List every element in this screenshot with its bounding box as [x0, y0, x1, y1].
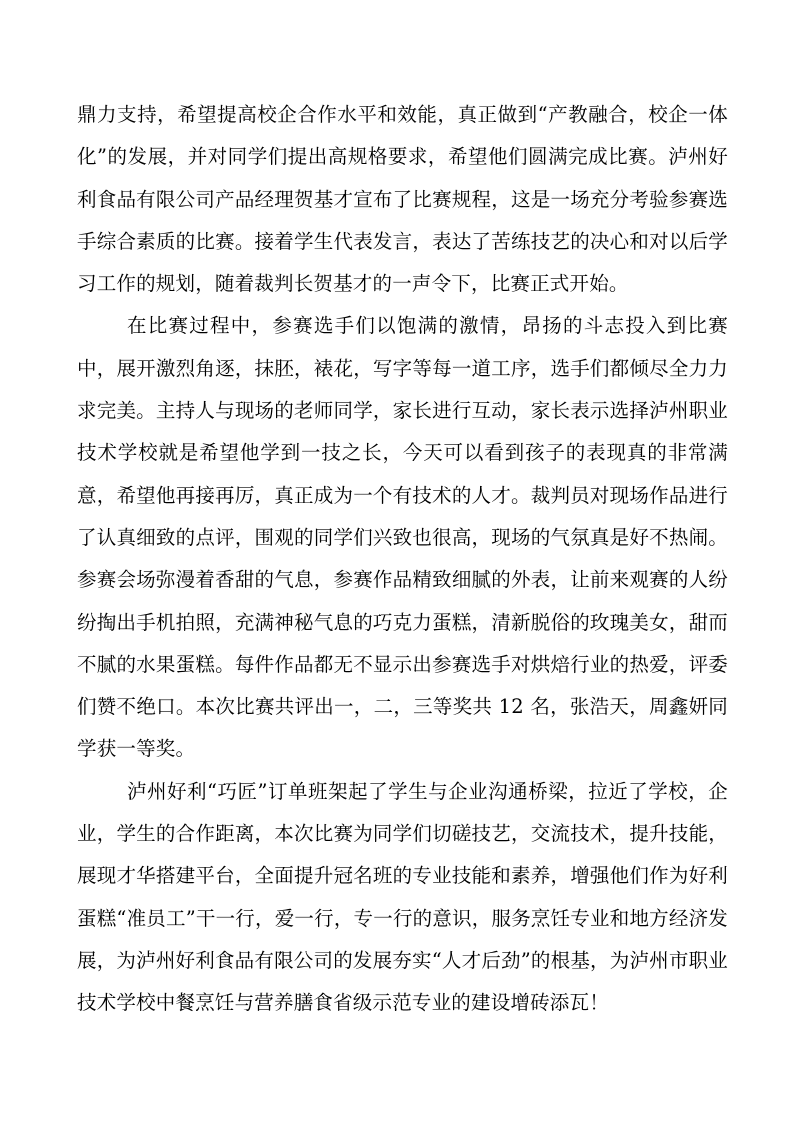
- paragraph-continuation: 鼎力支持，希望提高校企合作水平和效能，真正做到“产教融合，校企一体化”的发展，并对同学们提出高规格要求，希望他们圆满完成比赛。泸州好利食品有限公司产品经理贺基才宣布了比赛规程，这是一场充分考验参赛选手综合素质的比赛。接着学生代表发言，表达了苦练技艺的决心和对以后学习工作的规划，随着裁判长贺基才的一声令下，比赛正式开始。: [77, 103, 728, 296]
- paragraph-competition-process: 在比赛过程中，参赛选手们以饱满的激情，昂扬的斗志投入到比赛中，展开激烈角逐，抹胚，裱花，写字等每一道工序，选手们都倾尽全力力求完美。主持人与现场的老师同学，家长进行互动，家长表示选择泸州职业技术学校就是希望他学到一技之长，今天可以看到孩子的表现真的非常满意，希望他再接再厉，真正成为一个有技术的人才。裁判员对现场作品进行了认真细致的点评，围观的同学们兴致也很高，现场的气氛真是好不热闹。参赛会场弥漫着香甜的气息，参赛作品精致细腻的外表，让前来观赛的人纷纷掏出手机拍照，充满神秘气息的巧克力蛋糕，清新脱俗的玫瑰美女，甜而不腻的水果蛋糕。每件作品都无不显示出参赛选手对烘焙行业的热爱，评委们赞不绝口。本次比赛共评出一，二，三等奖共 12 名，张浩天，周鑫妍同学获一等奖。: [77, 314, 728, 761]
- document-body: [77, 94, 728, 1025]
- paragraph-conclusion: 泸州好利“巧匠”订单班架起了学生与企业沟通桥梁，拉近了学校，企业，学生的合作距离，本次比赛为同学们切磋技艺，交流技术，提升技能，展现才华搭建平台，全面提升冠名班的专业技能和素养，增强他们作为好利蛋糕“准员工”干一行，爱一行，专一行的意识，服务烹饪专业和地方经济发展，为泸州好利食品有限公司的发展夯实“人才后劲”的根基，为泸州市职业技术学校中餐烹饪与营养膳食省级示范专业的建设增砖添瓦！: [77, 779, 728, 1015]
